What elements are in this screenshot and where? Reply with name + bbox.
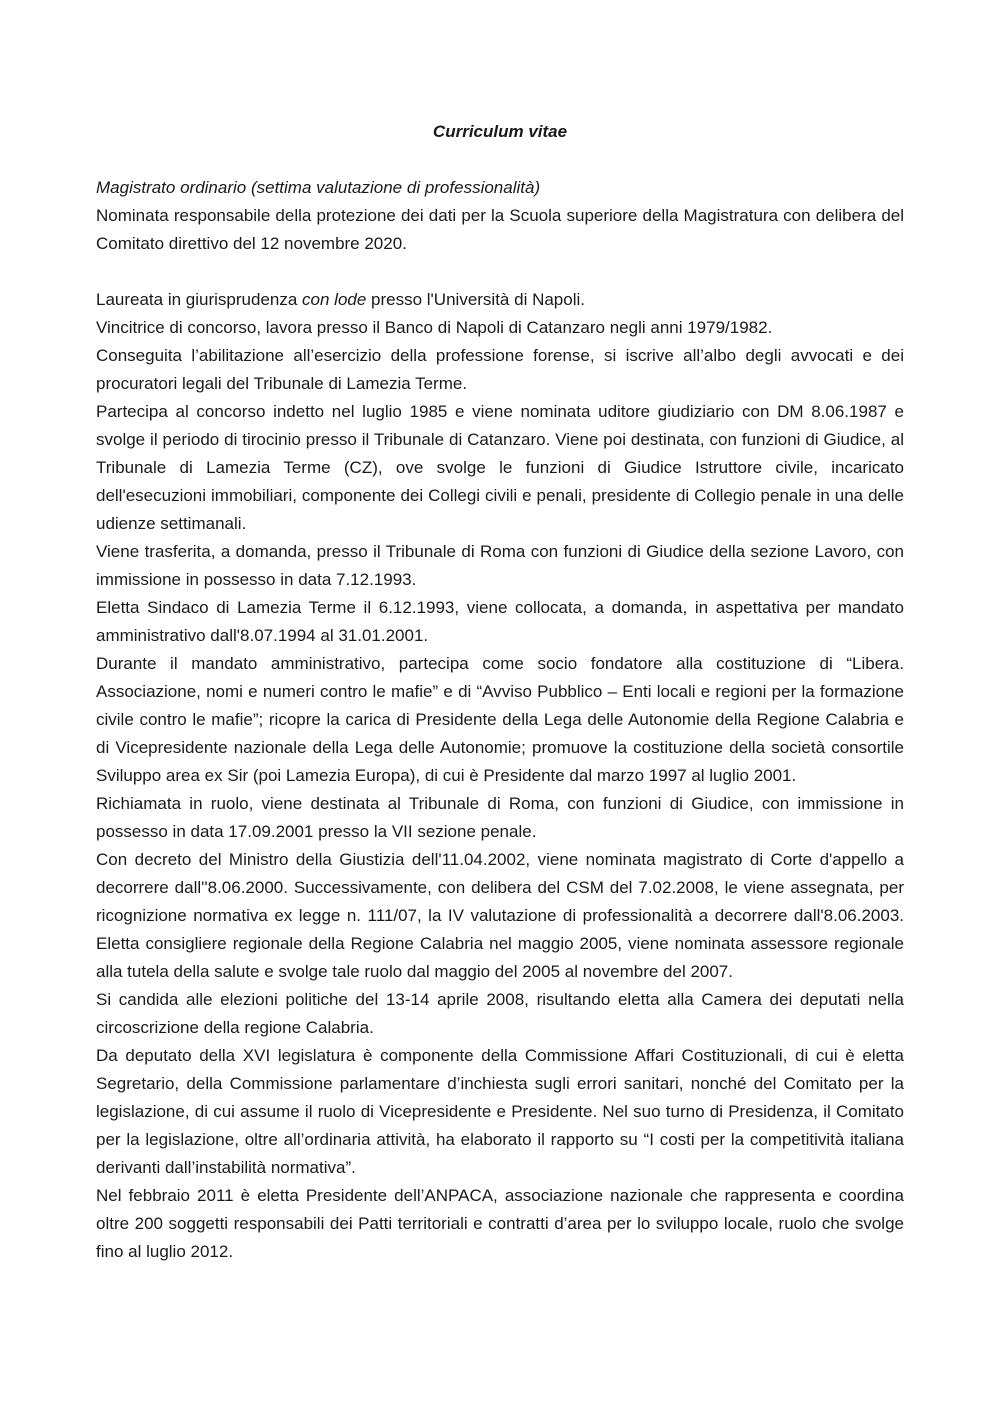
degree-paragraph	[96, 286, 904, 314]
document-title: Curriculum vitae	[432, 122, 568, 141]
paragraph-court-appeal: Con decreto del Ministro della Giustizia dell'11.04.2002, viene nominata magistrato di Corte d'appello a decorrere dall''8.06.2000. Successivamente, con delibera del CSM del 7.02.2008, le viene assegnata, per ricognizione normativa ex legge n. 111/07, la IV valutazione di professionalità a decorrere dall'8.06.2003. Eletta consigliere regionale della Regione Calabria nel maggio 2005, viene nominata assessore regionale alla tutela della salute e svolge tale ruolo dal maggio del 2005 al novembre del 2007.	[96, 850, 904, 981]
paragraph-anpaca: Nel febbraio 2011 è eletta Presidente dell’ANPACA, associazione nazionale che rappresenta e coordina oltre 200 soggetti responsabili dei Patti territoriali e contratti d’area per lo sviluppo locale, ruolo che svolge fino al luglio 2012.	[96, 1186, 904, 1261]
role-heading: Magistrato ordinario (settima valutazione di professionalità)	[96, 178, 541, 197]
paragraph-legislature: Da deputato della XVI legislatura è componente della Commissione Affari Costituzionali, di cui è eletta Segretario, della Commissione parlamentare d’inchiesta sugli errori sanitari, nonché del Comitato per la legislazione, di cui assume il ruolo di Vicepresidente e Presidente. Nel suo turno di Presidenza, il Comitato per la legislazione, oltre all’ordinaria attività, ha elaborato il rapporto su “I costi per la competitività italiana derivanti dall’instabilità normativa”.	[96, 1046, 904, 1177]
paragraph-bar: Conseguita l’abilitazione all’esercizio della professione forense, si iscrive all’albo degli avvocati e dei procuratori legali del Tribunale di Lamezia Terme.	[96, 346, 904, 393]
paragraph-recall: Richiamata in ruolo, viene destinata al Tribunale di Roma, con funzioni di Giudice, con immissione in possesso in data 17.09.2001 presso la VII sezione penale.	[96, 794, 904, 841]
appointment-paragraph: Nominata responsabile della protezione dei dati per la Scuola superiore della Magistratura con delibera del Comitato direttivo del 12 novembre 2020.	[96, 206, 904, 253]
degree-text-after: presso l'Università di Napoli.	[366, 290, 585, 309]
paragraph-spacer	[96, 258, 904, 286]
paragraph-mandate: Durante il mandato amministrativo, partecipa come socio fondatore alla costituzione di “Libera. Associazione, nomi e numeri contro le mafie” e di “Avviso Pubblico – Enti locali e regioni per la formazione civile contro le mafie”; ricopre la carica di Presidente della Lega delle Autonomie della Regione Calabria e di Vicepresidente nazionale della Lega delle Autonomie; promuove la costituzione della società consortile Sviluppo area ex Sir (poi Lamezia Europa), di cui è Presidente dal marzo 1997 al luglio 2001.	[96, 654, 904, 785]
degree-honors: con lode	[302, 290, 367, 309]
paragraph-rome-transfer: Viene trasferita, a domanda, presso il Tribunale di Roma con funzioni di Giudice della sezione Lavoro, con immissione in possesso in data 7.12.1993.	[96, 542, 904, 589]
paragraph-elections: Si candida alle elezioni politiche del 13-14 aprile 2008, risultando eletta alla Camera dei deputati nella circoscrizione della regione Calabria.	[96, 990, 904, 1037]
paragraph-judiciary: Partecipa al concorso indetto nel luglio 1985 e viene nominata uditore giudiziario con DM 8.06.1987 e svolge il periodo di tirocinio presso il Tribunale di Catanzaro. Viene poi destinata, con funzioni di Giudice, al Tribunale di Lamezia Terme (CZ), ove svolge le funzioni di Giudice Istruttore civile, incaricato dell'esecuzioni immobiliari, componente dei Collegi civili e penali, presidente di Collegio penale in una delle udienze settimanali.	[96, 402, 904, 533]
paragraph-bank: Vincitrice di concorso, lavora presso il Banco di Napoli di Catanzaro negli anni 1979/1982.	[96, 318, 773, 337]
degree-text-before: Laureata in giurisprudenza	[96, 290, 303, 309]
document-page	[96, 118, 904, 1266]
paragraph-mayor: Eletta Sindaco di Lamezia Terme il 6.12.1993, viene collocata, a domanda, in aspettativa per mandato amministrativo dall'8.07.1994 al 31.01.2001.	[96, 598, 904, 645]
